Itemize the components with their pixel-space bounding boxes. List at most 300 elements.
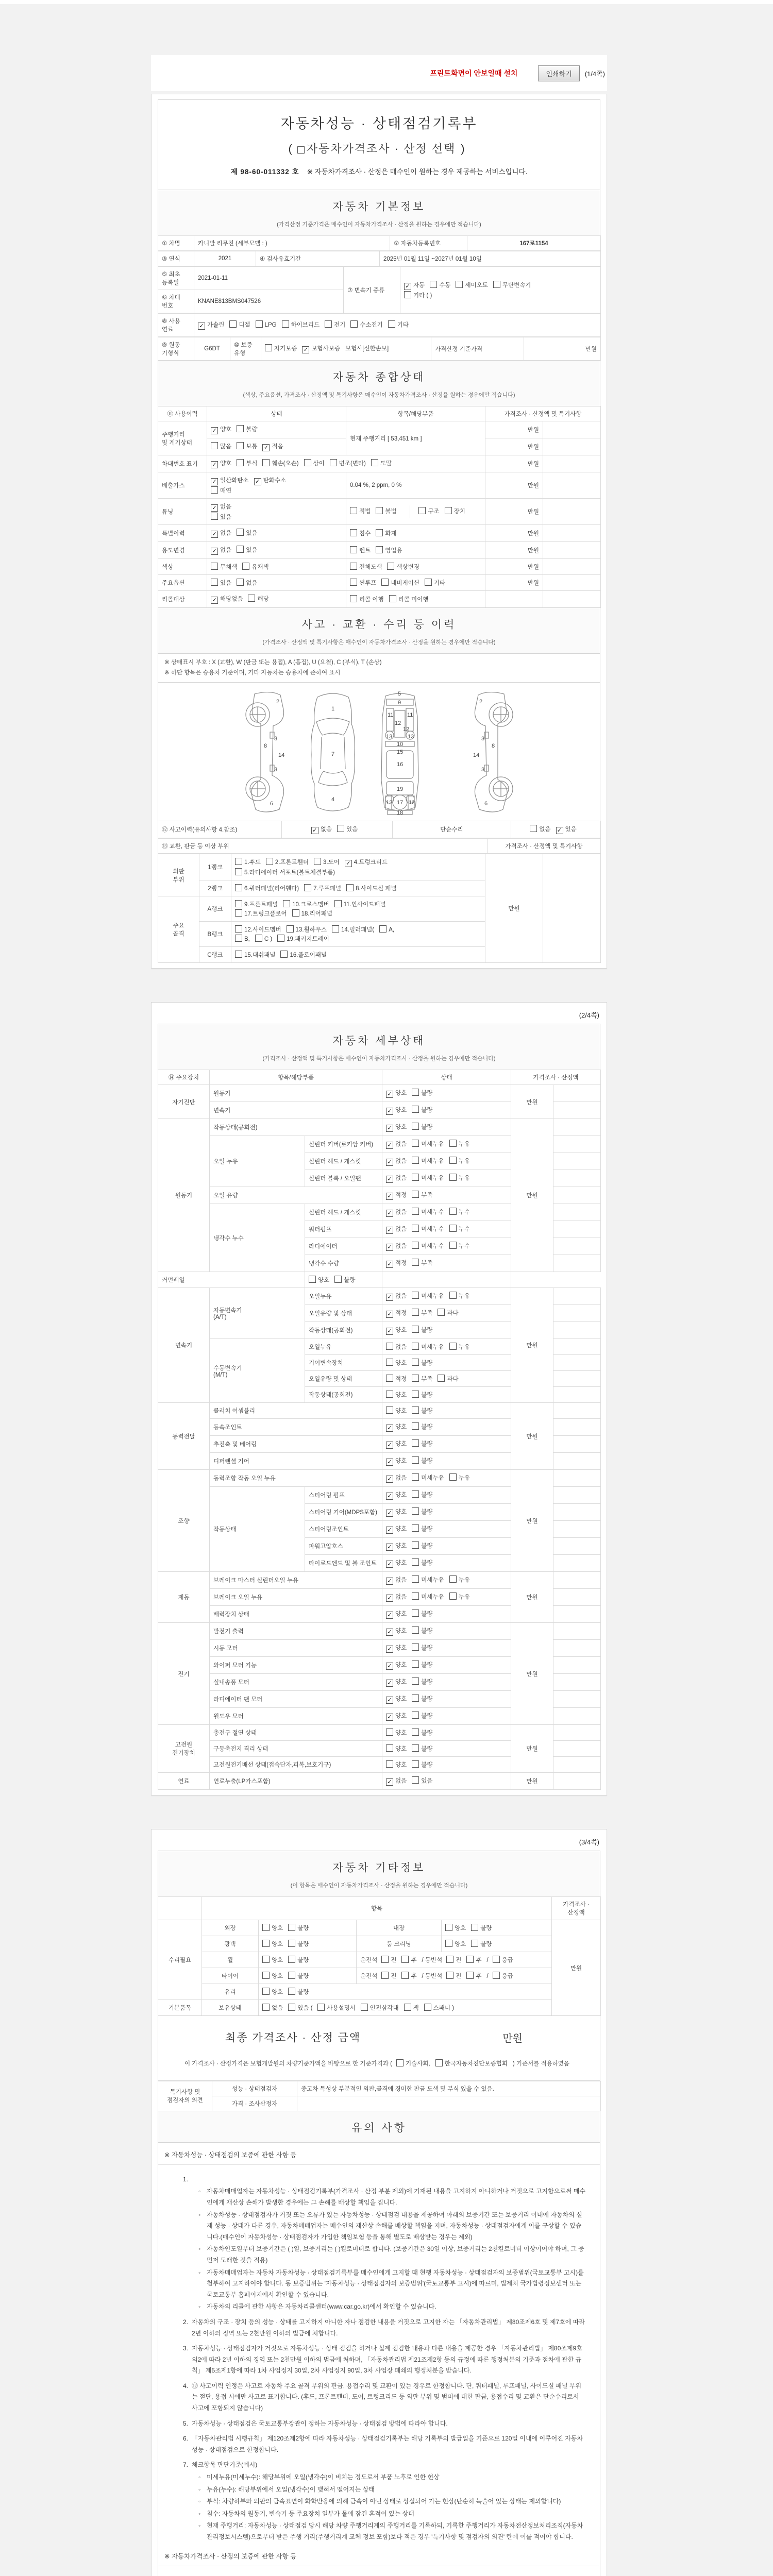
empty-box-icon[interactable] bbox=[376, 507, 383, 514]
empty-box-icon[interactable] bbox=[430, 281, 437, 288]
empty-box-icon[interactable] bbox=[325, 320, 332, 328]
checkbox-미세누유[interactable] bbox=[412, 1343, 444, 1351]
checkbox-없음[interactable] bbox=[237, 579, 257, 587]
checkbox-훼손(오손)[interactable] bbox=[262, 459, 298, 467]
checkbox-누유[interactable] bbox=[449, 1140, 470, 1148]
checkbox-양호[interactable] bbox=[386, 1609, 407, 1619]
empty-box-icon[interactable] bbox=[412, 1456, 419, 1464]
checkbox-부식[interactable] bbox=[237, 459, 257, 467]
empty-box-icon[interactable] bbox=[412, 1760, 419, 1768]
checkbox-불량[interactable] bbox=[288, 1924, 309, 1932]
checkbox-양호[interactable] bbox=[445, 1924, 466, 1932]
empty-box-icon[interactable] bbox=[412, 1140, 419, 1147]
checked-box-icon[interactable]: ✓ bbox=[386, 1091, 393, 1098]
empty-box-icon[interactable] bbox=[435, 2059, 443, 2066]
checkbox-적정[interactable] bbox=[386, 1259, 407, 1268]
empty-box-icon[interactable] bbox=[412, 1309, 419, 1316]
checkbox-부족[interactable] bbox=[412, 1259, 432, 1267]
empty-box-icon[interactable] bbox=[387, 563, 394, 570]
empty-box-icon[interactable] bbox=[265, 344, 272, 351]
checked-box-icon[interactable]: ✓ bbox=[386, 1544, 393, 1551]
checkbox-없음[interactable] bbox=[530, 825, 550, 833]
empty-box-icon[interactable] bbox=[350, 507, 357, 514]
empty-box-icon[interactable] bbox=[237, 579, 244, 586]
checked-box-icon[interactable]: ✓ bbox=[262, 444, 270, 451]
checkbox-불량[interactable] bbox=[412, 1456, 432, 1465]
checkbox-한국자동차진단보증협회[interactable] bbox=[435, 2059, 508, 2070]
empty-box-icon[interactable] bbox=[288, 1988, 295, 1995]
checkbox-응급[interactable] bbox=[493, 1956, 513, 1964]
checkbox-양호[interactable] bbox=[386, 1326, 407, 1335]
checkbox-없음[interactable] bbox=[386, 1575, 407, 1585]
empty-box-icon[interactable] bbox=[237, 546, 244, 553]
checked-box-icon[interactable]: ✓ bbox=[404, 283, 411, 290]
checkbox-19.패키지트레이[interactable] bbox=[277, 935, 329, 943]
checkbox-16.플로어패널[interactable] bbox=[280, 951, 327, 959]
empty-box-icon[interactable] bbox=[466, 1972, 474, 1979]
empty-box-icon[interactable] bbox=[211, 563, 218, 570]
checkbox-전[interactable] bbox=[381, 1972, 396, 1980]
empty-box-icon[interactable] bbox=[412, 1711, 419, 1719]
checkbox-과다[interactable] bbox=[438, 1375, 458, 1383]
checked-box-icon[interactable]: ✓ bbox=[386, 1425, 393, 1432]
empty-box-icon[interactable] bbox=[211, 442, 218, 449]
checkbox-18.리어패널[interactable] bbox=[292, 909, 332, 918]
checkbox-적법[interactable] bbox=[350, 507, 371, 515]
empty-box-icon[interactable] bbox=[412, 1191, 419, 1198]
checkbox-없음[interactable] bbox=[386, 1473, 407, 1483]
checked-box-icon[interactable]: ✓ bbox=[386, 1612, 393, 1619]
empty-box-icon[interactable] bbox=[350, 320, 358, 328]
checkbox-불량[interactable] bbox=[412, 1694, 432, 1703]
empty-box-icon[interactable] bbox=[248, 595, 255, 602]
empty-box-icon[interactable] bbox=[412, 1259, 419, 1266]
checkbox-불량[interactable] bbox=[412, 1728, 432, 1737]
empty-box-icon[interactable] bbox=[446, 1972, 453, 1979]
checkbox-양호[interactable] bbox=[445, 1940, 466, 1948]
checkbox-과다[interactable] bbox=[438, 1309, 458, 1317]
checkbox-4.트렁크리드[interactable] bbox=[345, 858, 388, 867]
checked-box-icon[interactable]: ✓ bbox=[211, 504, 218, 512]
empty-box-icon[interactable] bbox=[445, 1940, 452, 1947]
checkbox-사용설명서[interactable] bbox=[317, 2004, 356, 2012]
checkbox-변조(변타)[interactable] bbox=[330, 459, 366, 467]
checkbox-LPG[interactable] bbox=[256, 320, 277, 328]
checkbox-양호[interactable] bbox=[262, 1956, 283, 1964]
empty-box-icon[interactable] bbox=[386, 1391, 393, 1398]
checkbox-있음[interactable] bbox=[211, 579, 231, 587]
checkbox-양호[interactable] bbox=[262, 1924, 283, 1932]
empty-box-icon[interactable] bbox=[404, 291, 411, 298]
empty-box-icon[interactable] bbox=[237, 442, 244, 449]
checkbox-없음[interactable] bbox=[211, 502, 231, 512]
checkbox-스패너 )[interactable] bbox=[424, 2004, 454, 2012]
empty-box-icon[interactable] bbox=[425, 579, 432, 586]
checkbox-매연[interactable] bbox=[211, 486, 231, 495]
checkbox-불량[interactable] bbox=[412, 1677, 432, 1686]
checkbox-많음[interactable] bbox=[211, 442, 231, 450]
empty-box-icon[interactable] bbox=[530, 825, 537, 832]
checkbox-양호[interactable] bbox=[386, 1524, 407, 1534]
checkbox-양호[interactable] bbox=[386, 1558, 407, 1568]
empty-box-icon[interactable] bbox=[229, 320, 237, 328]
checked-box-icon[interactable]: ✓ bbox=[386, 1663, 393, 1670]
checkbox-있음[interactable] bbox=[237, 546, 257, 554]
checkbox-양호[interactable] bbox=[211, 425, 231, 434]
checkbox-있음 ([interactable] bbox=[288, 2004, 312, 2012]
checkbox-기타[interactable] bbox=[425, 579, 445, 587]
empty-box-icon[interactable] bbox=[297, 146, 305, 154]
checkbox-전[interactable] bbox=[446, 1956, 461, 1964]
checkbox-보통[interactable] bbox=[237, 442, 257, 450]
empty-box-icon[interactable] bbox=[412, 1575, 419, 1583]
empty-box-icon[interactable] bbox=[211, 579, 218, 586]
checked-box-icon[interactable]: ✓ bbox=[198, 323, 205, 330]
checkbox-3.도어[interactable] bbox=[314, 858, 340, 866]
empty-box-icon[interactable] bbox=[412, 1242, 419, 1249]
empty-box-icon[interactable] bbox=[262, 1988, 270, 1995]
empty-box-icon[interactable] bbox=[412, 1626, 419, 1634]
checkbox-없음[interactable] bbox=[386, 1225, 407, 1234]
checked-box-icon[interactable]: ✓ bbox=[386, 1176, 393, 1183]
checkbox-불량[interactable] bbox=[412, 1558, 432, 1567]
checked-box-icon[interactable]: ✓ bbox=[556, 827, 563, 834]
checkbox-불법[interactable] bbox=[376, 507, 396, 515]
checkbox-잭[interactable] bbox=[404, 2004, 419, 2012]
empty-box-icon[interactable] bbox=[412, 1391, 419, 1398]
empty-box-icon[interactable] bbox=[262, 1972, 270, 1979]
checkbox-부족[interactable] bbox=[412, 1309, 432, 1317]
checkbox-전[interactable] bbox=[381, 1956, 396, 1964]
checkbox-적음[interactable] bbox=[262, 442, 283, 451]
empty-box-icon[interactable] bbox=[211, 513, 218, 520]
empty-box-icon[interactable] bbox=[412, 1157, 419, 1164]
checkbox-6.쿼터패널(리어휀다)[interactable] bbox=[235, 884, 299, 892]
checkbox-누유[interactable] bbox=[449, 1343, 470, 1351]
checkbox-적정[interactable] bbox=[386, 1191, 407, 1200]
checkbox-양호[interactable] bbox=[386, 1490, 407, 1500]
checked-box-icon[interactable]: ✓ bbox=[386, 1510, 393, 1517]
checked-box-icon[interactable]: ✓ bbox=[386, 1125, 393, 1132]
empty-box-icon[interactable] bbox=[235, 909, 242, 917]
checkbox-전기[interactable] bbox=[325, 320, 345, 329]
empty-box-icon[interactable] bbox=[412, 1089, 419, 1096]
empty-box-icon[interactable] bbox=[242, 563, 249, 570]
checkbox-불량[interactable] bbox=[412, 1422, 432, 1431]
empty-box-icon[interactable] bbox=[361, 2004, 368, 2011]
checkbox-B,[interactable] bbox=[235, 935, 250, 942]
checkbox-누유[interactable] bbox=[449, 1575, 470, 1584]
empty-box-icon[interactable] bbox=[412, 1660, 419, 1668]
empty-box-icon[interactable] bbox=[449, 1473, 457, 1481]
checkbox-일산화탄소[interactable] bbox=[211, 476, 249, 485]
checkbox-미세누유[interactable] bbox=[412, 1292, 444, 1300]
empty-box-icon[interactable] bbox=[412, 1106, 419, 1113]
checkbox-누유[interactable] bbox=[449, 1157, 470, 1165]
checkbox-없음[interactable] bbox=[211, 529, 231, 538]
checkbox-하이브리드[interactable] bbox=[282, 320, 320, 329]
empty-box-icon[interactable] bbox=[330, 459, 337, 466]
empty-box-icon[interactable] bbox=[235, 925, 242, 933]
empty-box-icon[interactable] bbox=[350, 595, 357, 602]
empty-box-icon[interactable] bbox=[412, 1677, 419, 1685]
checkbox-무채색[interactable] bbox=[211, 563, 237, 571]
empty-box-icon[interactable] bbox=[262, 1956, 270, 1963]
checkbox-불량[interactable] bbox=[412, 1541, 432, 1550]
checkbox-미세누유[interactable] bbox=[412, 1473, 444, 1482]
checkbox-양호[interactable] bbox=[386, 1694, 407, 1704]
checkbox-있음[interactable] bbox=[237, 529, 257, 537]
empty-box-icon[interactable] bbox=[277, 935, 284, 942]
checkbox-양호[interactable] bbox=[262, 1988, 283, 1996]
empty-box-icon[interactable] bbox=[401, 1972, 409, 1979]
empty-box-icon[interactable] bbox=[292, 909, 299, 917]
empty-box-icon[interactable] bbox=[304, 884, 311, 891]
checked-box-icon[interactable]: ✓ bbox=[211, 478, 218, 485]
checked-box-icon[interactable]: ✓ bbox=[386, 1108, 393, 1115]
empty-box-icon[interactable] bbox=[280, 951, 288, 958]
empty-box-icon[interactable] bbox=[412, 1776, 419, 1784]
checkbox-후[interactable] bbox=[466, 1956, 481, 1964]
checkbox-양호[interactable] bbox=[386, 1711, 407, 1721]
checkbox-장치[interactable] bbox=[445, 507, 465, 515]
checked-box-icon[interactable]: ✓ bbox=[386, 1493, 393, 1500]
checked-box-icon[interactable]: ✓ bbox=[386, 1328, 393, 1335]
checkbox-렌트[interactable] bbox=[350, 546, 371, 554]
empty-box-icon[interactable] bbox=[379, 925, 386, 933]
checkbox-양호[interactable] bbox=[386, 1089, 407, 1098]
checkbox-없음[interactable] bbox=[386, 1140, 407, 1149]
checkbox-누유[interactable] bbox=[449, 1592, 470, 1601]
empty-box-icon[interactable] bbox=[412, 1490, 419, 1498]
checkbox-불량[interactable] bbox=[412, 1359, 432, 1367]
checkbox-도말[interactable] bbox=[371, 459, 392, 467]
empty-box-icon[interactable] bbox=[266, 858, 273, 865]
checkbox-A,[interactable] bbox=[379, 925, 394, 933]
empty-box-icon[interactable] bbox=[449, 1292, 457, 1299]
checkbox-수동[interactable] bbox=[430, 281, 450, 289]
checkbox-기술사회,[interactable] bbox=[396, 2059, 430, 2070]
checkbox-불량[interactable] bbox=[237, 425, 257, 433]
checkbox-불량[interactable] bbox=[288, 1956, 309, 1964]
empty-box-icon[interactable] bbox=[262, 1940, 270, 1947]
empty-box-icon[interactable] bbox=[412, 1208, 419, 1215]
checked-box-icon[interactable]: ✓ bbox=[254, 478, 261, 485]
checkbox-없음[interactable] bbox=[386, 1343, 407, 1351]
empty-box-icon[interactable] bbox=[235, 951, 242, 958]
checkbox-불량[interactable] bbox=[412, 1524, 432, 1533]
empty-box-icon[interactable] bbox=[412, 1558, 419, 1566]
checkbox-미세누유[interactable] bbox=[412, 1575, 444, 1584]
empty-box-icon[interactable] bbox=[386, 1375, 393, 1382]
checked-box-icon[interactable]: ✓ bbox=[386, 1459, 393, 1466]
checkbox-미세누유[interactable] bbox=[412, 1174, 444, 1182]
checkbox-17.트렁크플로어[interactable] bbox=[235, 909, 287, 918]
checkbox-불량[interactable] bbox=[412, 1626, 432, 1635]
car-diagram[interactable] bbox=[240, 688, 518, 816]
empty-box-icon[interactable] bbox=[449, 1343, 457, 1350]
empty-box-icon[interactable] bbox=[262, 459, 270, 466]
empty-box-icon[interactable] bbox=[438, 1309, 445, 1316]
empty-box-icon[interactable] bbox=[449, 1592, 457, 1600]
empty-box-icon[interactable] bbox=[262, 1924, 270, 1931]
checkbox-불량[interactable] bbox=[412, 1711, 432, 1720]
empty-box-icon[interactable] bbox=[449, 1157, 457, 1164]
empty-box-icon[interactable] bbox=[235, 900, 242, 907]
checkbox-양호[interactable] bbox=[386, 1744, 407, 1753]
checkbox-양호[interactable] bbox=[386, 1123, 407, 1132]
empty-box-icon[interactable] bbox=[256, 320, 263, 328]
checkbox-불량[interactable] bbox=[471, 1940, 492, 1948]
empty-box-icon[interactable] bbox=[235, 884, 242, 891]
checkbox-해당없음[interactable] bbox=[211, 595, 243, 604]
empty-box-icon[interactable] bbox=[412, 1439, 419, 1447]
checked-box-icon[interactable]: ✓ bbox=[386, 1294, 393, 1301]
checkbox-양호[interactable] bbox=[386, 1541, 407, 1551]
empty-box-icon[interactable] bbox=[334, 900, 342, 907]
empty-box-icon[interactable] bbox=[376, 546, 383, 553]
checkbox-불량[interactable] bbox=[412, 1326, 432, 1334]
checkbox-가솔린[interactable] bbox=[198, 320, 224, 330]
empty-box-icon[interactable] bbox=[235, 868, 242, 875]
checkbox-양호[interactable] bbox=[386, 1439, 407, 1449]
checkbox-불량[interactable] bbox=[288, 1988, 309, 1996]
checkbox-썬루프[interactable] bbox=[350, 579, 376, 587]
empty-box-icon[interactable] bbox=[418, 507, 426, 514]
checkbox-영업용[interactable] bbox=[376, 546, 402, 554]
checkbox-디젤[interactable] bbox=[229, 320, 250, 329]
checked-box-icon[interactable]: ✓ bbox=[386, 1311, 393, 1318]
empty-box-icon[interactable] bbox=[237, 425, 244, 432]
checkbox-9.프론트패널[interactable] bbox=[235, 900, 278, 908]
checked-box-icon[interactable]: ✓ bbox=[211, 461, 218, 468]
checkbox-없음[interactable] bbox=[386, 1592, 407, 1602]
empty-box-icon[interactable] bbox=[376, 529, 383, 536]
empty-box-icon[interactable] bbox=[334, 1276, 342, 1283]
checkbox-불량[interactable] bbox=[412, 1439, 432, 1448]
empty-box-icon[interactable] bbox=[255, 935, 262, 942]
checkbox-누유[interactable] bbox=[449, 1292, 470, 1300]
checkbox-없음[interactable] bbox=[311, 825, 332, 834]
checkbox-양호[interactable] bbox=[386, 1626, 407, 1636]
checkbox-불량[interactable] bbox=[412, 1507, 432, 1516]
checkbox-불량[interactable] bbox=[412, 1490, 432, 1499]
empty-box-icon[interactable] bbox=[288, 2004, 295, 2011]
checked-box-icon[interactable]: ✓ bbox=[211, 427, 218, 434]
empty-box-icon[interactable] bbox=[412, 1744, 419, 1752]
checkbox-미세누수[interactable] bbox=[412, 1225, 444, 1233]
checkbox-불량[interactable] bbox=[412, 1660, 432, 1669]
empty-box-icon[interactable] bbox=[350, 529, 357, 536]
empty-box-icon[interactable] bbox=[412, 1694, 419, 1702]
checkbox-8.사이드실 패널[interactable] bbox=[346, 884, 396, 892]
empty-box-icon[interactable] bbox=[283, 900, 290, 907]
checkbox-후[interactable] bbox=[401, 1956, 416, 1964]
print-button[interactable]: 인쇄하기 bbox=[538, 65, 579, 81]
checked-box-icon[interactable]: ✓ bbox=[386, 1261, 393, 1268]
checkbox-불량[interactable] bbox=[412, 1609, 432, 1618]
empty-box-icon[interactable] bbox=[211, 486, 218, 494]
checkbox-있음[interactable] bbox=[337, 825, 358, 833]
checkbox-누유[interactable] bbox=[449, 1174, 470, 1182]
checkbox-있음[interactable] bbox=[556, 825, 577, 834]
checkbox-기타 ( )[interactable] bbox=[404, 291, 432, 299]
checkbox-없음[interactable] bbox=[211, 546, 231, 555]
empty-box-icon[interactable] bbox=[396, 2059, 404, 2066]
empty-box-icon[interactable] bbox=[317, 2004, 325, 2011]
checkbox-양호[interactable] bbox=[386, 1728, 407, 1737]
empty-box-icon[interactable] bbox=[304, 459, 311, 466]
checkbox-불량[interactable] bbox=[334, 1276, 355, 1284]
empty-box-icon[interactable] bbox=[412, 1422, 419, 1430]
checkbox-적정[interactable] bbox=[386, 1375, 407, 1383]
checkbox-자동차가격조사 · 산정 선택[interactable] bbox=[297, 140, 456, 156]
checkbox-안전삼각대[interactable] bbox=[361, 2004, 399, 2012]
checkbox-불량[interactable] bbox=[412, 1643, 432, 1652]
checkbox-없음[interactable] bbox=[386, 1242, 407, 1251]
checked-box-icon[interactable]: ✓ bbox=[386, 1227, 393, 1234]
empty-box-icon[interactable] bbox=[412, 1406, 419, 1414]
checked-box-icon[interactable]: ✓ bbox=[345, 860, 352, 867]
checkbox-누유[interactable] bbox=[449, 1473, 470, 1482]
empty-box-icon[interactable] bbox=[386, 1744, 393, 1752]
empty-box-icon[interactable] bbox=[381, 1956, 389, 1963]
checkbox-보험사보증[interactable] bbox=[302, 344, 340, 353]
checkbox-1.후드[interactable] bbox=[235, 858, 261, 866]
empty-box-icon[interactable] bbox=[449, 1174, 457, 1181]
checkbox-10.크로스멤버[interactable] bbox=[283, 900, 329, 908]
checkbox-불량[interactable] bbox=[471, 1924, 492, 1932]
checkbox-13.휠하우스[interactable] bbox=[287, 925, 327, 934]
empty-box-icon[interactable] bbox=[350, 546, 357, 553]
empty-box-icon[interactable] bbox=[287, 925, 294, 933]
empty-box-icon[interactable] bbox=[412, 1326, 419, 1333]
checkbox-12.사이드멤버[interactable] bbox=[235, 925, 281, 934]
checkbox-구조[interactable] bbox=[418, 507, 439, 515]
checkbox-적정[interactable] bbox=[386, 1309, 407, 1318]
checkbox-양호[interactable] bbox=[386, 1391, 407, 1399]
empty-box-icon[interactable] bbox=[449, 1208, 457, 1215]
checkbox-침수[interactable] bbox=[350, 529, 371, 537]
empty-box-icon[interactable] bbox=[386, 1406, 393, 1414]
checkbox-미세누유[interactable] bbox=[412, 1140, 444, 1148]
empty-box-icon[interactable] bbox=[412, 1225, 419, 1232]
checkbox-네비게이션[interactable] bbox=[381, 579, 419, 587]
checkbox-불량[interactable] bbox=[288, 1972, 309, 1980]
empty-box-icon[interactable] bbox=[412, 1473, 419, 1481]
checkbox-누수[interactable] bbox=[449, 1208, 470, 1216]
checkbox-불량[interactable] bbox=[412, 1744, 432, 1753]
checkbox-양호[interactable] bbox=[386, 1760, 407, 1769]
empty-box-icon[interactable] bbox=[288, 1940, 295, 1947]
empty-box-icon[interactable] bbox=[288, 1924, 295, 1931]
checked-box-icon[interactable]: ✓ bbox=[386, 1595, 393, 1602]
empty-box-icon[interactable] bbox=[237, 529, 244, 536]
checkbox-불량[interactable] bbox=[412, 1106, 432, 1114]
checkbox-자동[interactable] bbox=[404, 281, 425, 290]
empty-box-icon[interactable] bbox=[381, 579, 389, 586]
checked-box-icon[interactable]: ✓ bbox=[302, 346, 309, 353]
empty-box-icon[interactable] bbox=[449, 1140, 457, 1147]
checkbox-양호[interactable] bbox=[386, 1677, 407, 1687]
empty-box-icon[interactable] bbox=[412, 1507, 419, 1515]
checkbox-양호[interactable] bbox=[386, 1359, 407, 1367]
empty-box-icon[interactable] bbox=[449, 1242, 457, 1249]
checked-box-icon[interactable]: ✓ bbox=[386, 1561, 393, 1568]
checked-box-icon[interactable]: ✓ bbox=[211, 548, 218, 555]
checkbox-양호[interactable] bbox=[309, 1276, 329, 1284]
checkbox-탄화수소[interactable] bbox=[254, 476, 286, 485]
